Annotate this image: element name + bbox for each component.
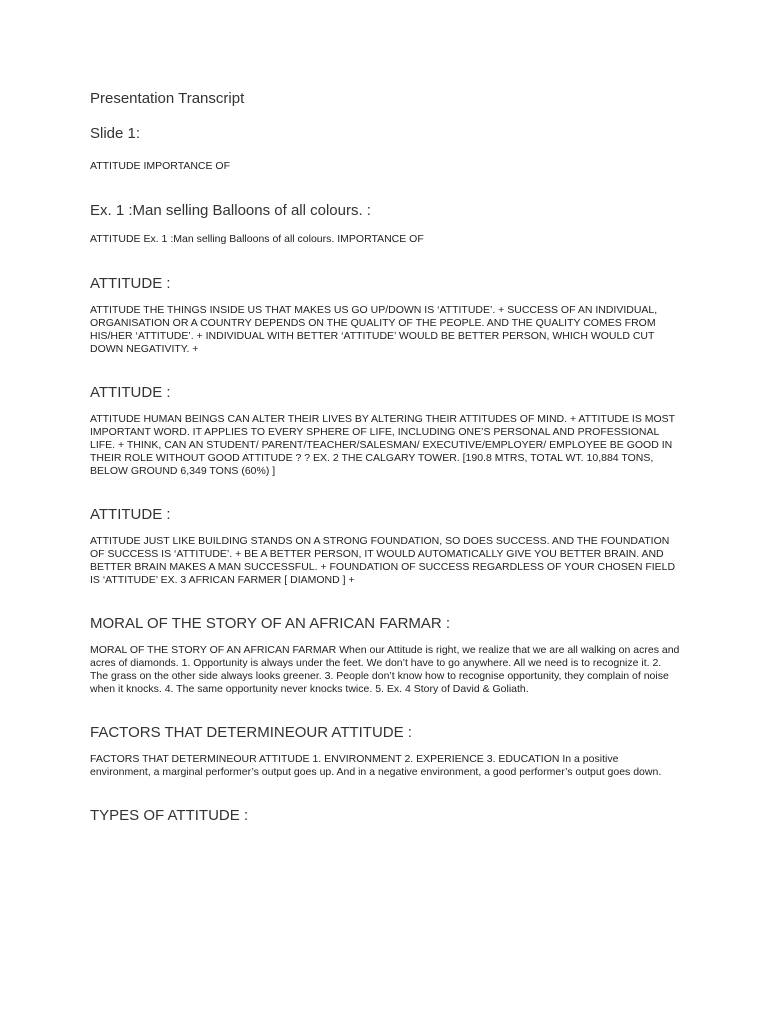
section-body: ATTITUDE HUMAN BEINGS CAN ALTER THEIR LIVES BY ALTERING THEIR ATTITUDES OF MIND. + ATTITUDE IS MOST IMPORTANT WORD. IT APPLIES TO EVERY SPHERE OF LIFE, INCLUDING ONE’S PERSONAL AND PROFESSIONAL LIFE. + THINK, CAN AN STUDENT/ PARENT/TEACHER/SALESMAN/ EXECUTIVE/EMPLOYER/ EMPLOYEE BE GOOD IN THEIR ROLE WITHOUT GOOD ATTITUDE ? ? EX. 2 THE CALGARY TOWER. [190.8 MTRS, TOTAL WT. 10,884 TONS, BELOW GROUND 6,349 TONS (60%) ] [90,413,675,477]
section-heading: Ex. 1 :Man selling Balloons of all colours. : [90,202,371,219]
section-heading: ATTITUDE : [90,275,171,292]
section-factors [90,724,680,779]
section-heading: MORAL OF THE STORY OF AN AFRICAN FARMAR : [90,615,451,632]
section-heading: ATTITUDE : [90,506,171,523]
section-body: ATTITUDE Ex. 1 :Man selling Balloons of all colours. IMPORTANCE OF [90,233,424,245]
section-heading: ATTITUDE : [90,384,171,401]
section-body: ATTITUDE THE THINGS INSIDE US THAT MAKES US GO UP/DOWN IS ‘ATTITUDE’. + SUCCESS OF AN INDIVIDUAL, ORGANISATION OR A COUNTRY DEPENDS ON THE QUALITY OF THE PEOPLE. AND THE QUALITY COMES FROM HIS/HER ‘ATTITUDE’. + INDIVIDUAL WITH BETTER ‘ATTITUDE’ WOULD BE BETTER PERSON, WHICH WOULD CUT DOWN NEGATIVITY. + [90,304,658,355]
section-body: FACTORS THAT DETERMINEOUR ATTITUDE 1. ENVIRONMENT 2. EXPERIENCE 3. EDUCATION In a positive environment, a marginal performer’s output goes up. And in a negative environment, a good performer’s output goes down. [90,753,662,778]
section-types [90,807,680,824]
intro-text: ATTITUDE IMPORTANCE OF [90,160,231,172]
section-heading: TYPES OF ATTITUDE : [90,807,249,824]
section-attitude-1 [90,275,680,356]
slide-label: Slide 1: [90,125,141,142]
section-body: MORAL OF THE STORY OF AN AFRICAN FARMAR When our Attitude is right, we realize that we are all walking on acres and acres of diamonds. 1. Opportunity is always under the feet. We don’t have to go anywhere. All we need is to recognize it. 2. The grass on the other side always looks greener. 3. People don’t know how to recognise opportunity, they complain of noise when it knocks. 4. The same opportunity never knocks twice. 5. Ex. 4 Story of David & Goliath. [90,644,680,695]
section-moral [90,615,680,696]
section-balloons [90,202,680,246]
section-heading: FACTORS THAT DETERMINEOUR ATTITUDE : [90,724,412,741]
page-title: Presentation Transcript [90,90,245,107]
section-body: ATTITUDE JUST LIKE BUILDING STANDS ON A STRONG FOUNDATION, SO DOES SUCCESS. AND THE FOUNDATION OF SUCCESS IS ‘ATTITUDE’. + BE A BETTER PERSON, IT WOULD AUTOMATICALLY GIVE YOU BETTER BRAIN. AND BETTER BRAIN MAKES A MAN SUCCESSFUL. + FOUNDATION OF SUCCESS REGARDLESS OF YOUR CHOSEN FIELD IS ‘ATTITUDE’ EX. 3 AFRICAN FARMER [ DIAMOND ] + [90,535,676,586]
section-attitude-2 [90,384,680,478]
section-attitude-3 [90,506,680,587]
